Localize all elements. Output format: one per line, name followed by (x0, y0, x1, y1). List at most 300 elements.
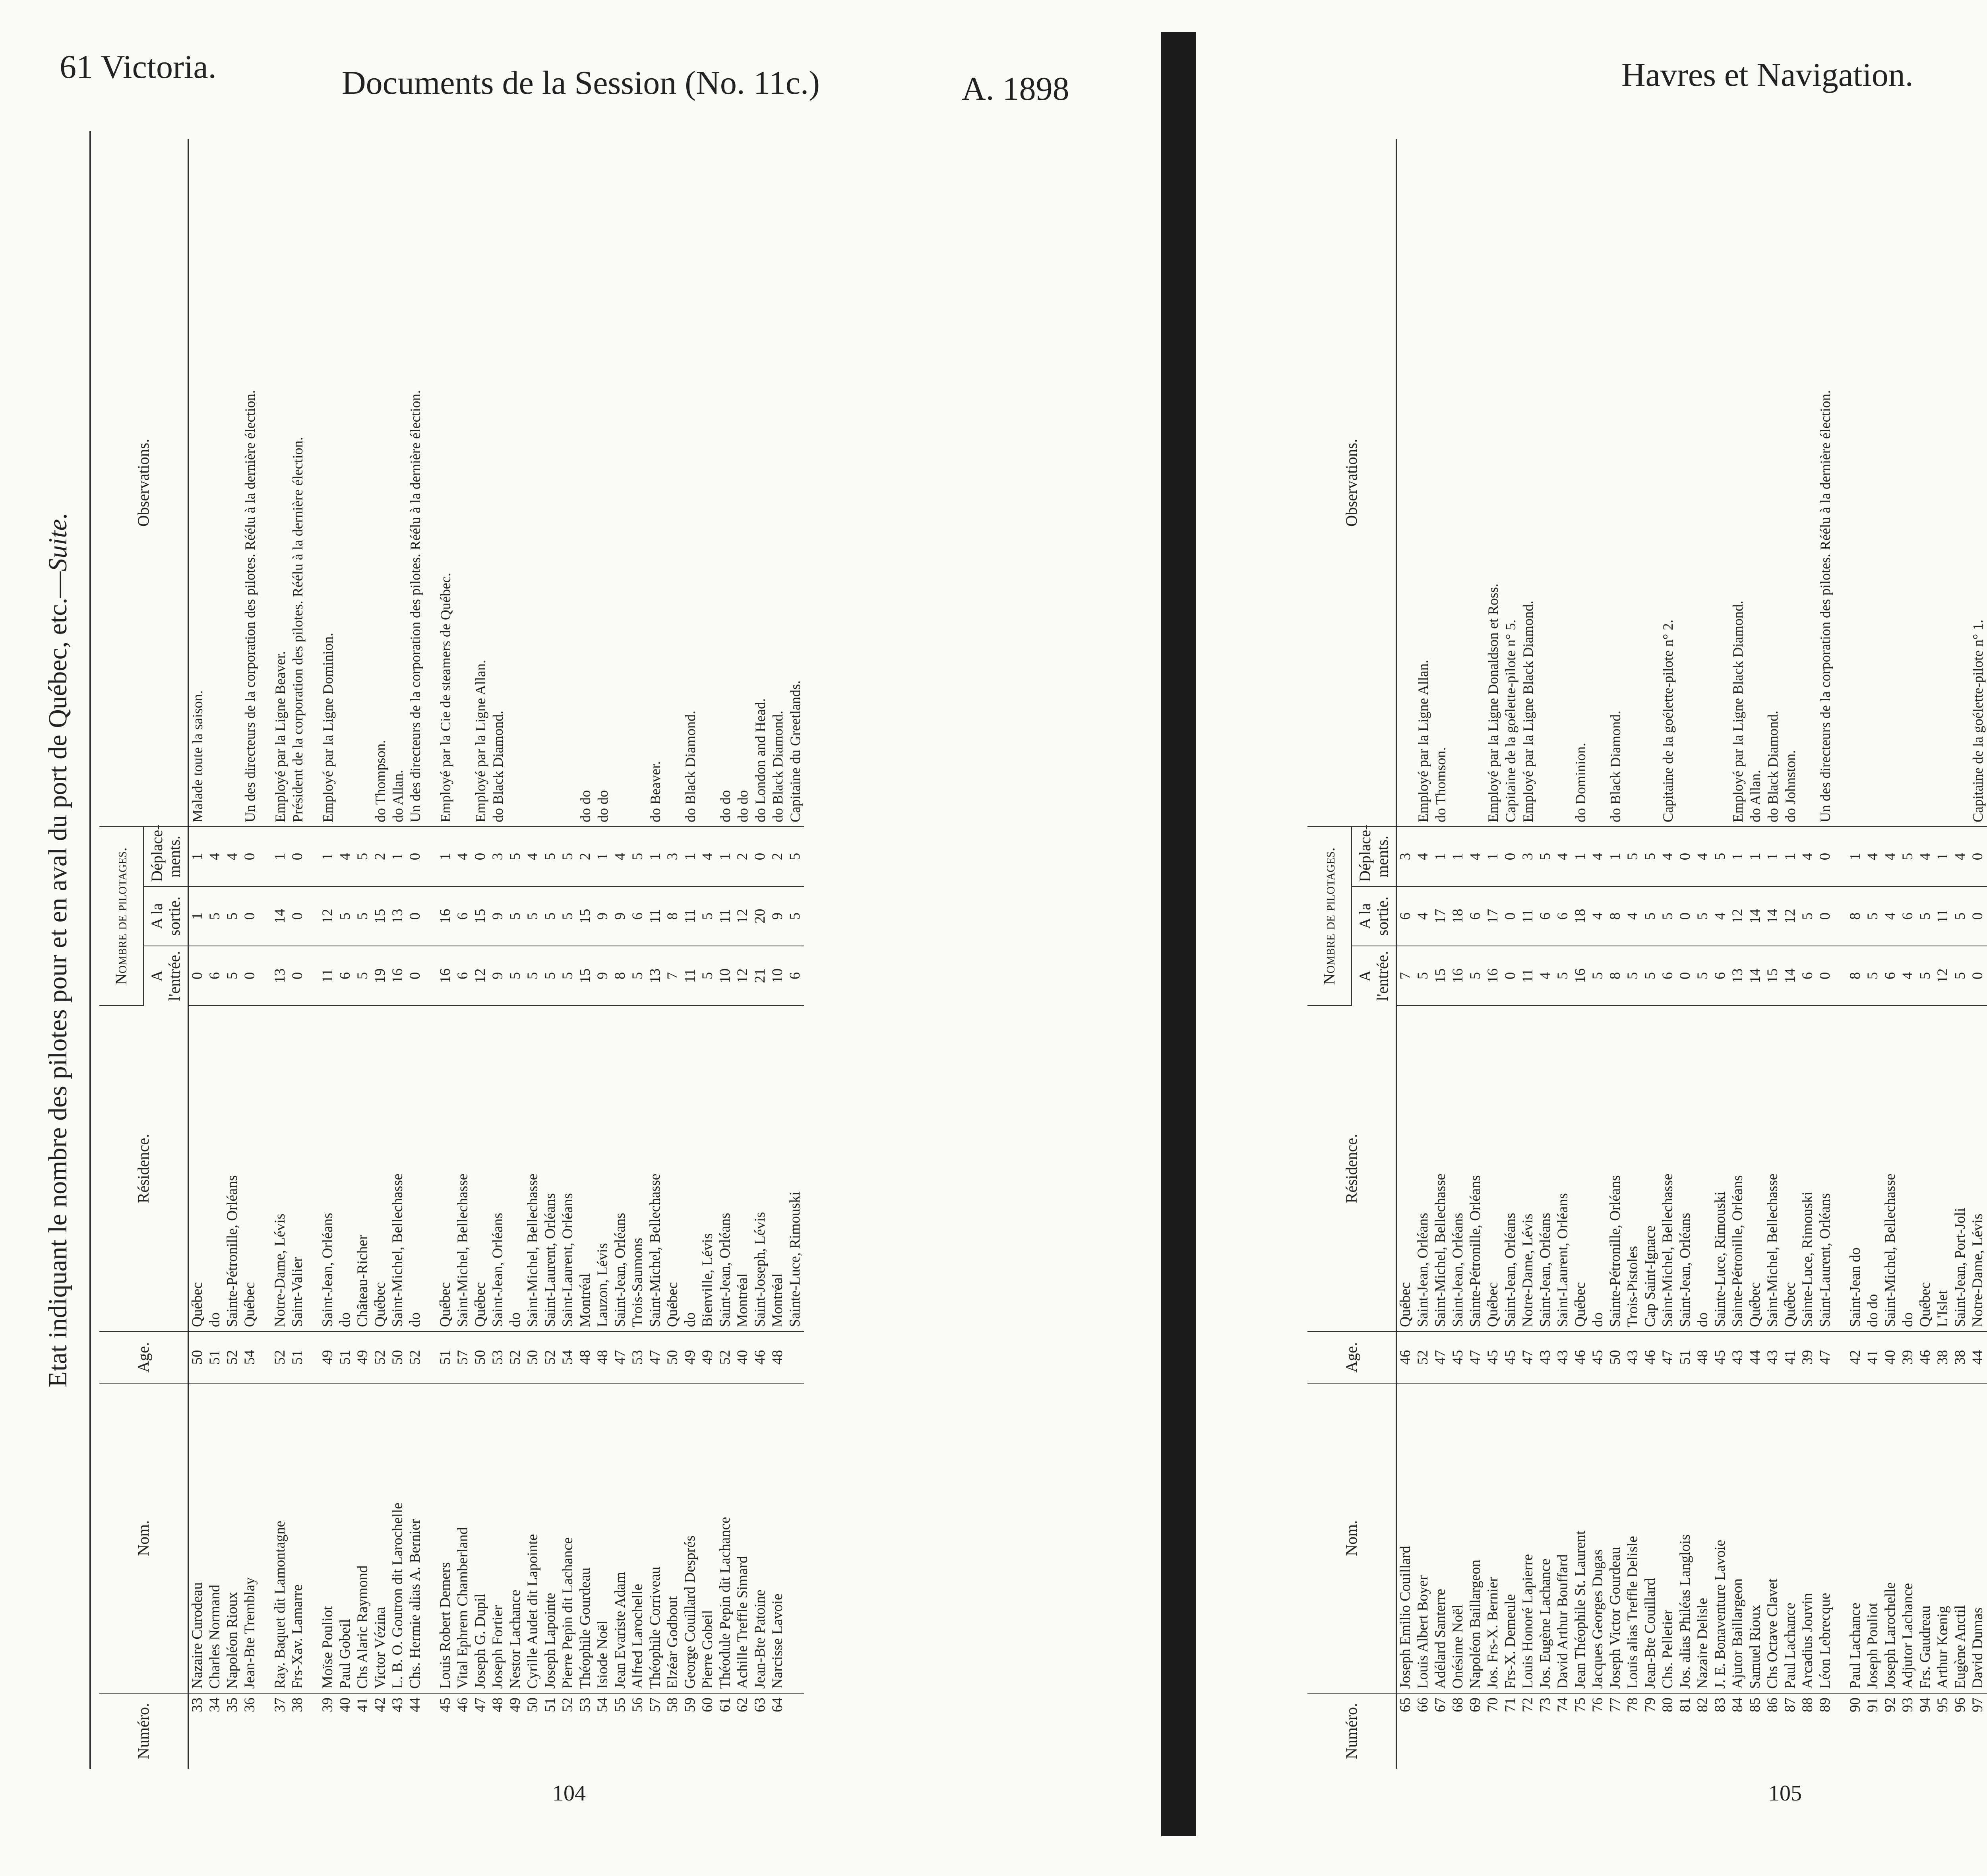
pilot-name: Joseph Fortier (489, 1383, 507, 1693)
pilot-number: 39 (320, 1698, 336, 1712)
table-row (699, 139, 717, 1769)
pilotages-deplacements: 1 (424, 827, 454, 886)
pilotages-deplacements: 0 (1969, 827, 1987, 886)
pilotages-entree: 6 (206, 946, 224, 1006)
pilotages-entree: 5 (524, 946, 542, 1006)
pilot-residence: Québec (664, 1006, 682, 1331)
table-row (612, 139, 629, 1769)
pilot-observations (1642, 139, 1659, 827)
pilot-residence: Québec (372, 1006, 389, 1331)
pilot-residence: Saint-Jean, Orléans (1449, 1006, 1467, 1331)
frame-rule (89, 131, 91, 1769)
pilot-name: Théodule Pepin dit Lachance (717, 1383, 734, 1693)
pilot-age: 47 (1817, 1331, 1834, 1383)
table-row (289, 139, 306, 1769)
pilot-residence: Saint-Michel, Bellechasse (524, 1006, 542, 1331)
pilot-name: Frs-Xav. Lamarre (289, 1383, 306, 1693)
pilot-age: 43 (1624, 1331, 1642, 1383)
pilotages-entree: 12 (472, 946, 489, 1006)
pilotages-sortie: 6 (454, 886, 472, 946)
pilot-observations (699, 139, 717, 827)
pilot-observations: do do (734, 139, 751, 827)
pilotages-sortie: 8 (1834, 886, 1864, 946)
pilot-name: Frs-X. Demeule (1502, 1383, 1519, 1693)
pilot-age: 52 (542, 1331, 559, 1383)
pilot-residence: do (507, 1006, 524, 1331)
pilot-number: 69 (1467, 1698, 1483, 1712)
pilotages-deplacements: 0 (1502, 827, 1519, 886)
pilotages-entree: 6 (1799, 946, 1817, 1006)
pilot-residence: Saint-Jean do (1834, 1006, 1864, 1331)
pilot-number: 51 (542, 1698, 558, 1712)
pilot-number: 36 (242, 1698, 258, 1712)
pilotages-sortie: 0 (1817, 886, 1834, 946)
col-header-nom: Nom. (1307, 1383, 1396, 1693)
pilot-residence: Saint-Jean, Orléans (1677, 1006, 1694, 1331)
pilotages-deplacements: 1 (1449, 827, 1467, 886)
pilot-observations (1554, 139, 1572, 827)
pilot-number: 90 (1847, 1698, 1863, 1712)
pilotages-deplacements: 1 (1572, 827, 1589, 886)
pilotages-sortie: 0 (289, 886, 306, 946)
pilotages-sortie: 5 (337, 886, 354, 946)
pilotages-sortie: 12 (1729, 886, 1747, 946)
pilotages-entree: 4 (1537, 946, 1554, 1006)
pilotages-entree: 6 (1712, 946, 1729, 1006)
pilot-age (786, 1331, 804, 1383)
table-row (1747, 139, 1764, 1769)
pilot-age: 49 (699, 1331, 717, 1383)
pilot-name: Joseph Pouliot (1864, 1383, 1882, 1693)
table-row (1969, 139, 1987, 1769)
table-row (577, 139, 594, 1769)
pilot-number: 86 (1764, 1698, 1781, 1712)
pilot-residence: Saint-Laurent, Orléans (542, 1006, 559, 1331)
pilot-residence: Sainte-Luce, Rimouski (1799, 1006, 1817, 1331)
pilot-residence: Saint-Jean, Port-Joli (1952, 1006, 1969, 1331)
pilot-observations (1589, 139, 1607, 827)
pilotages-sortie: 4 (1589, 886, 1607, 946)
pilotages-sortie: 5 (224, 886, 241, 946)
pilotages-deplacements: 1 (1934, 827, 1952, 886)
pilotages-sortie: 4 (1624, 886, 1642, 946)
pilot-age: 49 (682, 1331, 699, 1383)
pilotages-entree: 0 (241, 946, 259, 1006)
table-row (594, 139, 612, 1769)
pilotages-entree: 7 (664, 946, 682, 1006)
pilotages-entree: 5 (1864, 946, 1882, 1006)
pilot-number: 53 (577, 1698, 593, 1712)
pilot-name: Louis Honoré Lapierre (1519, 1383, 1537, 1693)
pilot-observations: do do (717, 139, 734, 827)
pilotages-sortie: 18 (1449, 886, 1467, 946)
pilotages-entree: 5 (699, 946, 717, 1006)
pilotages-entree: 12 (734, 946, 751, 1006)
pilotages-entree: 16 (1449, 946, 1467, 1006)
pilot-name: Jean-Bte Patoine (751, 1383, 769, 1693)
pilot-age: 43 (1729, 1331, 1747, 1383)
pilot-age: 52 (224, 1331, 241, 1383)
col-header-entree: A l'entrée. (143, 946, 188, 1006)
pilotages-entree: 5 (1624, 946, 1642, 1006)
pilotages-deplacements: 1 (717, 827, 734, 886)
pilot-residence: Sainte-Pétronille, Orléans (1729, 1006, 1747, 1331)
pilotages-entree: 5 (1917, 946, 1934, 1006)
pilot-name: L. B. O. Goutron dit Larochelle (389, 1383, 407, 1693)
table-title-text: Etat indiquant le nombre des pilotes pour et en aval du port de Québec, etc. (43, 597, 72, 1388)
pilot-number: 49 (507, 1698, 523, 1712)
pilot-number: 94 (1917, 1698, 1933, 1712)
pilotages-sortie: 18 (1572, 886, 1589, 946)
pilot-observations (354, 139, 372, 827)
pilot-number: 95 (1935, 1698, 1951, 1712)
pilotages-deplacements: 2 (734, 827, 751, 886)
pilotages-entree: 7 (1396, 946, 1415, 1006)
pilot-number: 34 (207, 1698, 223, 1712)
pilot-name: Louis Robert Demers (424, 1383, 454, 1693)
pilotages-sortie: 6 (1467, 886, 1484, 946)
pilotages-sortie: 6 (1537, 886, 1554, 946)
pilot-number: 43 (389, 1698, 406, 1712)
pilotages-entree: 6 (1659, 946, 1677, 1006)
pilot-name: Eugène Anctil (1952, 1383, 1969, 1693)
pilot-residence: do (206, 1006, 224, 1331)
pilot-name: Moïse Pouliot (306, 1383, 337, 1693)
pilot-age: 48 (594, 1331, 612, 1383)
table-row (1554, 139, 1572, 1769)
pilotages-sortie: 20 (751, 886, 769, 946)
pilot-table-right (1307, 139, 1987, 1769)
pilot-observations (1934, 139, 1952, 827)
pilot-number: 83 (1712, 1698, 1728, 1712)
pilot-residence: Saint-Joseph, Lévis (751, 1006, 769, 1331)
pilotages-entree: 6 (1882, 946, 1899, 1006)
pilot-observations: do Dominion. (1572, 139, 1589, 827)
pilot-observations: do Black Diamond. (682, 139, 699, 827)
pilot-number: 85 (1747, 1698, 1763, 1712)
pilotages-entree: 5 (1554, 946, 1572, 1006)
pilotages-entree: 15 (1432, 946, 1449, 1006)
pilotages-entree: 10 (769, 946, 786, 1006)
pilot-residence: Sainte-Luce, Rimouski (1712, 1006, 1729, 1331)
pilot-observations (1799, 139, 1817, 827)
pilot-age: 43 (1554, 1331, 1572, 1383)
pilot-observations (664, 139, 682, 827)
pilot-number: 42 (372, 1698, 388, 1712)
pilot-name: Louis Albert Boyer (1414, 1383, 1432, 1693)
pilot-residence: do (1694, 1006, 1712, 1331)
pilotages-sortie: 5 (542, 886, 559, 946)
pilotages-deplacements: 1 (188, 827, 207, 886)
pilot-observations: do Black Diamond. (489, 139, 507, 827)
pilot-age: 53 (489, 1331, 507, 1383)
pilotages-deplacements: 5 (559, 827, 577, 886)
pilotages-sortie: 5 (507, 886, 524, 946)
pilotages-sortie: 14 (1747, 886, 1764, 946)
pilot-name: Nazaire Delisle (1694, 1383, 1712, 1693)
pilot-residence: Lauzon, Lévis (594, 1006, 612, 1331)
table-row (1449, 139, 1467, 1769)
pilotages-deplacements: 4 (1952, 827, 1969, 886)
pilotages-sortie: 17 (1484, 886, 1502, 946)
pilot-age: 47 (1467, 1331, 1484, 1383)
pilot-residence: Saint-Michel, Bellechasse (1659, 1006, 1677, 1331)
pilotages-deplacements: 3 (664, 827, 682, 886)
pilot-age: 47 (1519, 1331, 1537, 1383)
pilot-observations: Capitaine de la goélette-pilote n° 1. (1969, 139, 1987, 827)
pilot-residence: do do (1864, 1006, 1882, 1331)
pilot-observations: do Black Diamond. (1607, 139, 1624, 827)
table-row (664, 139, 682, 1769)
pilot-age: 52 (717, 1331, 734, 1383)
pilot-number: 37 (272, 1698, 288, 1712)
pilotages-deplacements: 2 (577, 827, 594, 886)
pilot-residence: do (407, 1006, 424, 1331)
pilotages-deplacements: 1 (1729, 827, 1747, 886)
pilotages-sortie: 5 (786, 886, 804, 946)
pilot-observations (507, 139, 524, 827)
pilot-name: Vital Ephrem Chamberland (454, 1383, 472, 1693)
pilot-residence: Saint-Valier (289, 1006, 306, 1331)
table-row (1519, 139, 1537, 1769)
pilotages-entree: 11 (682, 946, 699, 1006)
pilotages-deplacements: 5 (542, 827, 559, 886)
table-row (1817, 139, 1834, 1769)
pilot-age: 46 (751, 1331, 769, 1383)
pilotages-entree: 5 (1414, 946, 1432, 1006)
pilot-observations: Employé par la Ligne Black Diamond. (1519, 139, 1537, 827)
pilot-name: Elzéar Godbout (664, 1383, 682, 1693)
pilot-age: 50 (664, 1331, 682, 1383)
table-row (682, 139, 699, 1769)
table-row (1467, 139, 1484, 1769)
pilotages-deplacements: 0 (407, 827, 424, 886)
col-header-numero: Numéro. (99, 1693, 188, 1769)
pilot-age: 50 (188, 1331, 207, 1383)
pilot-number: 89 (1817, 1698, 1833, 1712)
pilot-residence: do (1589, 1006, 1607, 1331)
pilot-age: 46 (1642, 1331, 1659, 1383)
pilot-residence: Notre-Dame, Lévis (259, 1006, 289, 1331)
col-header-nombre-pilotages: Nombre de pilotages. (99, 827, 143, 1006)
pilot-number: 41 (354, 1698, 371, 1712)
pilotages-deplacements: 1 (647, 827, 664, 886)
pilotages-entree: 0 (1969, 946, 1987, 1006)
col-header-observations: Observations. (1307, 139, 1396, 827)
table-row (507, 139, 524, 1769)
pilot-age: 39 (1799, 1331, 1817, 1383)
pilotages-sortie: 14 (259, 886, 289, 946)
col-header-numero: Numéro. (1307, 1693, 1396, 1769)
pilotages-sortie: 8 (664, 886, 682, 946)
table-title-suffix: Suite. (43, 512, 72, 572)
pilot-number: 44 (407, 1698, 423, 1712)
pilotages-deplacements: 1 (306, 827, 337, 886)
pilot-name: Isiode Noël (594, 1383, 612, 1693)
pilot-observations (612, 139, 629, 827)
pilot-observations (1882, 139, 1899, 827)
table-row (1917, 139, 1934, 1769)
pilot-observations (524, 139, 542, 827)
pilotages-entree: 5 (507, 946, 524, 1006)
pilotages-deplacements: 4 (1864, 827, 1882, 886)
pilot-name: Jean-Bte Couillard (1642, 1383, 1659, 1693)
pilotages-deplacements: 4 (699, 827, 717, 886)
pilotages-sortie: 9 (594, 886, 612, 946)
pilot-age: 43 (1764, 1331, 1782, 1383)
pilot-number: 97 (1970, 1698, 1986, 1712)
pilot-name: Léon Lebrecque (1817, 1383, 1834, 1693)
pilot-name: Chs. Pelletier (1659, 1383, 1677, 1693)
pilot-observations (337, 139, 354, 827)
col-header-residence: Résidence. (99, 1006, 188, 1331)
pilotages-sortie: 5 (1694, 886, 1712, 946)
pilot-name: J. E. Bonaventure Lavoie (1712, 1383, 1729, 1693)
right-page (1200, 0, 1987, 1876)
pilot-age: 46 (1396, 1331, 1415, 1383)
table-row (372, 139, 389, 1769)
pilotages-sortie: 5 (206, 886, 224, 946)
pilot-observations: do London and Head. (751, 139, 769, 827)
pilot-residence: Sainte-Pétronille, Orléans (224, 1006, 241, 1331)
col-header-age: Age. (99, 1331, 188, 1383)
pilotages-deplacements: 2 (769, 827, 786, 886)
pilot-number: 78 (1625, 1698, 1641, 1712)
pilotages-sortie: 6 (1899, 886, 1917, 946)
pilotages-entree: 6 (454, 946, 472, 1006)
pilot-observations (1864, 139, 1882, 827)
table-row (629, 139, 647, 1769)
pilot-name: Cyrille Audet dit Lapointe (524, 1383, 542, 1693)
pilot-number: 35 (224, 1698, 240, 1712)
pilot-age: 47 (1432, 1331, 1449, 1383)
pilot-observations (1449, 139, 1467, 827)
pilotages-deplacements: 5 (1899, 827, 1917, 886)
col-header-observations: Observations. (99, 139, 188, 827)
pilot-number: 79 (1642, 1698, 1658, 1712)
pilot-residence: Bienville, Lévis (699, 1006, 717, 1331)
pilotages-deplacements: 5 (1712, 827, 1729, 886)
pilot-age: 54 (559, 1331, 577, 1383)
pilot-number: 80 (1660, 1698, 1676, 1712)
pilotages-sortie: 6 (1554, 886, 1572, 946)
pilot-number: 50 (525, 1698, 541, 1712)
page-gutter (1161, 32, 1196, 1836)
pilot-observations: Employé par la Cie de steamers de Québec. (424, 139, 454, 827)
pilot-number: 65 (1397, 1698, 1414, 1712)
pilotages-deplacements: 1 (1484, 827, 1502, 886)
table-row (1537, 139, 1554, 1769)
pilot-residence: Saint-Jean, Orléans (717, 1006, 734, 1331)
pilot-age: 52 (372, 1331, 389, 1383)
pilot-number: 70 (1485, 1698, 1501, 1712)
pilotages-deplacements: 4 (337, 827, 354, 886)
pilot-name: Samuel Rioux (1747, 1383, 1764, 1693)
pilot-number: 87 (1782, 1698, 1798, 1712)
pilot-observations: Président de la corporation des pilotes. Réélu à la dernière élection. (289, 139, 306, 827)
pilot-number: 38 (289, 1698, 306, 1712)
pilot-number: 91 (1865, 1698, 1881, 1712)
pilotages-entree: 5 (629, 946, 647, 1006)
pilotages-entree: 11 (1519, 946, 1537, 1006)
pilotages-entree: 8 (612, 946, 629, 1006)
table-row (1432, 139, 1449, 1769)
pilotages-deplacements: 1 (1764, 827, 1782, 886)
running-header: Documents de la Session (No. 11c.) (342, 64, 820, 101)
pilotages-deplacements: 1 (259, 827, 289, 886)
pilot-age: 51 (337, 1331, 354, 1383)
pilot-name: Charles Normand (206, 1383, 224, 1693)
pilot-observations (1467, 139, 1484, 827)
pilot-name: Louis alias Treffle Delisle (1624, 1383, 1642, 1693)
pilot-residence: Saint-Jean, Orléans (1414, 1006, 1432, 1331)
pilot-number: 64 (769, 1698, 786, 1712)
pilot-name: Chs Octave Clavet (1764, 1383, 1782, 1693)
pilotages-sortie: 0 (1502, 886, 1519, 946)
pilotages-sortie: 9 (489, 886, 507, 946)
pilot-name: Paul Gobeil (337, 1383, 354, 1693)
pilotages-entree: 14 (1747, 946, 1764, 1006)
pilot-residence: Québec (1747, 1006, 1764, 1331)
pilot-residence: Sainte-Luce, Rimouski (786, 1006, 804, 1331)
pilotages-sortie: 4 (1882, 886, 1899, 946)
pilot-age: 48 (769, 1331, 786, 1383)
pilot-residence: Saint-Michel, Bellechasse (1764, 1006, 1782, 1331)
col-header-deplacements: Déplace-ments. (143, 827, 188, 886)
table-row (1589, 139, 1607, 1769)
pilotages-entree: 13 (1729, 946, 1747, 1006)
pilot-residence: Montréal (769, 1006, 786, 1331)
pilotages-entree: 0 (1502, 946, 1519, 1006)
pilotages-sortie: 15 (577, 886, 594, 946)
pilot-age: 49 (354, 1331, 372, 1383)
pilotages-entree: 21 (751, 946, 769, 1006)
pilot-age: 48 (577, 1331, 594, 1383)
table-row (1934, 139, 1952, 1769)
pilot-residence: Québec (1484, 1006, 1502, 1331)
pilot-number: 76 (1590, 1698, 1606, 1712)
pilotages-entree: 5 (559, 946, 577, 1006)
pilot-name: Jos. Frs-X. Bernier (1484, 1383, 1502, 1693)
table-row (489, 139, 507, 1769)
table-row (1484, 139, 1502, 1769)
pilot-observations: Employé par la Ligne Donaldson et Ross. (1484, 139, 1502, 827)
pilot-observations: Capitaine de la goélette-pilote n° 2. (1659, 139, 1677, 827)
pilot-observations: Un des directeurs de la corporation des pilotes. Réélu à la dernière élection. (1817, 139, 1834, 827)
pilot-name: George Couillard Després (682, 1383, 699, 1693)
table-row (1624, 139, 1642, 1769)
table-row (407, 139, 424, 1769)
pilotages-deplacements: 4 (1917, 827, 1934, 886)
table-row (647, 139, 664, 1769)
pilotages-sortie: 17 (1432, 886, 1449, 946)
pilot-age: 42 (1834, 1331, 1864, 1383)
pilot-number: 71 (1502, 1698, 1518, 1712)
table-row (1952, 139, 1969, 1769)
pilot-number: 45 (437, 1698, 453, 1712)
pilot-name: Joseph Lapointe (542, 1383, 559, 1693)
pilot-observations: Un des directeurs de la corporation des pilotes. Réélu à la dernière élection. (407, 139, 424, 827)
table-row (389, 139, 407, 1769)
pilotages-entree: 14 (1782, 946, 1799, 1006)
pilotages-deplacements: 4 (612, 827, 629, 886)
pilot-name: David Arthur Bouffard (1554, 1383, 1572, 1693)
table-row (1764, 139, 1782, 1769)
pilot-number: 63 (752, 1698, 768, 1712)
table-row (337, 139, 354, 1769)
pilot-number: 74 (1555, 1698, 1571, 1712)
pilotages-sortie: 1 (188, 886, 207, 946)
